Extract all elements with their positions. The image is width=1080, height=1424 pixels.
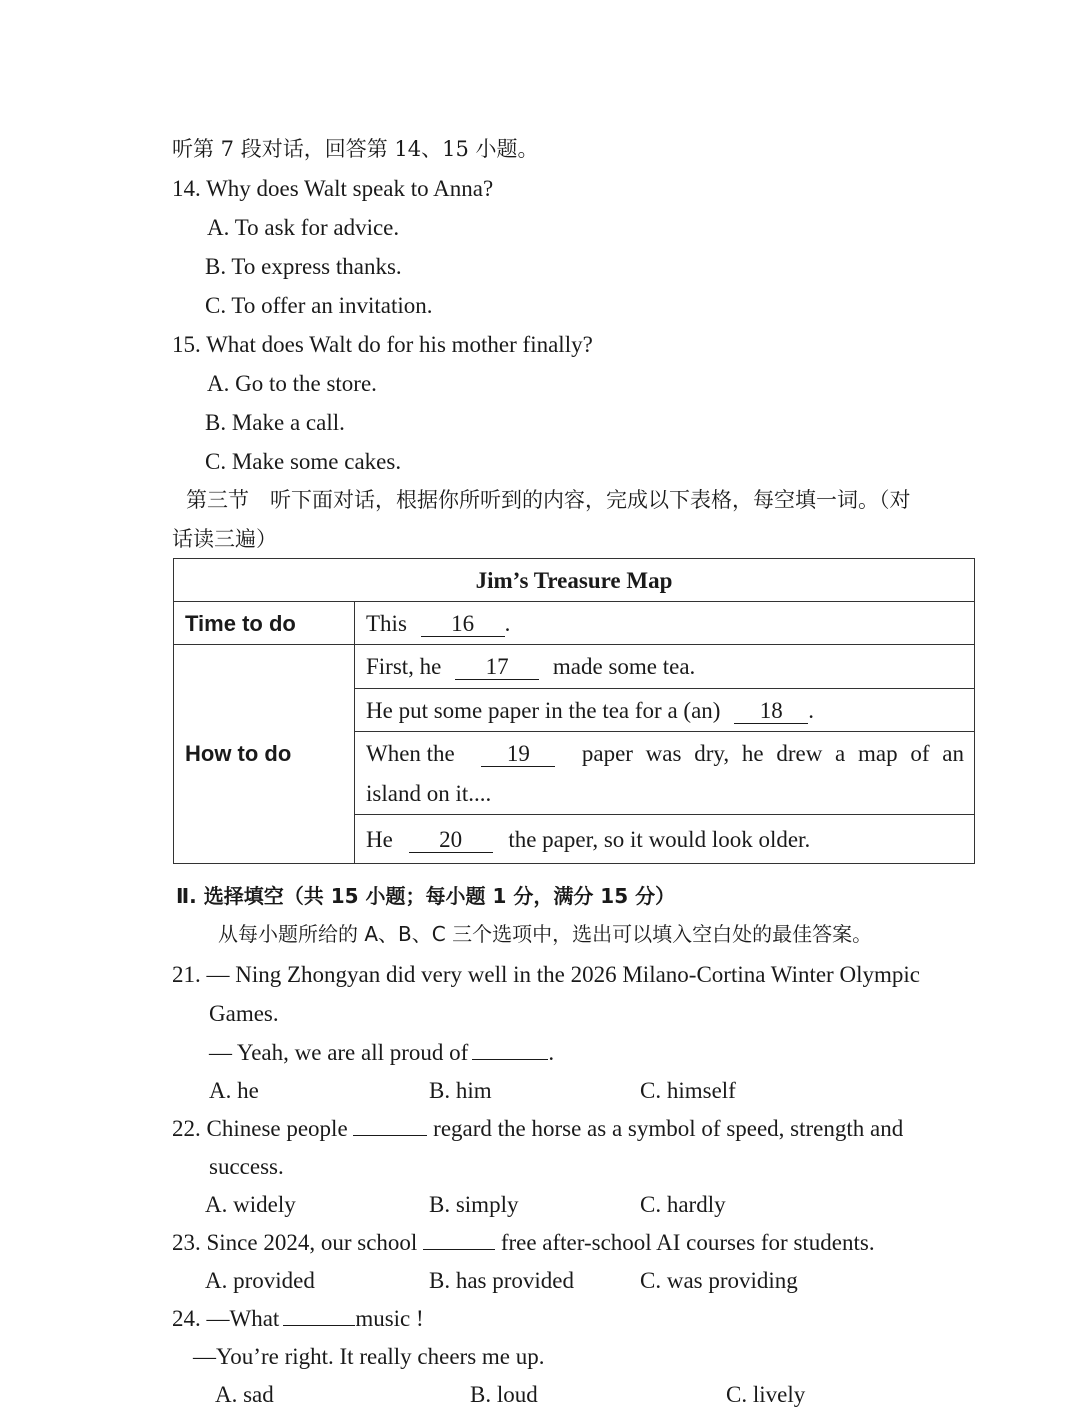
question-22-pre: 22. Chinese people bbox=[172, 1116, 348, 1141]
treasure-map-table bbox=[173, 558, 975, 864]
question-21-option-a: A. he bbox=[209, 1078, 259, 1103]
question-21-line-3-pre: — Yeah, we are all proud of bbox=[209, 1040, 469, 1065]
question-22-post: regard the horse as a symbol of speed, strength and bbox=[433, 1116, 904, 1141]
blank-17: 17 bbox=[455, 655, 539, 680]
blank-18: 18 bbox=[734, 699, 808, 724]
question-21-line-3 bbox=[209, 1038, 554, 1068]
answer-blank bbox=[472, 1059, 548, 1060]
question-23-option-b: B. has provided bbox=[429, 1268, 575, 1293]
step-1-pre: First, he bbox=[366, 654, 442, 679]
step-3-line-1 bbox=[366, 733, 964, 775]
step-2 bbox=[366, 689, 966, 733]
part3-instruction-line1: 第三节 听下面对话，根据你所听到的内容，完成以下表格，每空填一词。（对 bbox=[186, 488, 911, 512]
question-15-stem: 15. What does Walt do for his mother finally? bbox=[172, 332, 593, 357]
question-14-option-b: B. To express thanks. bbox=[205, 254, 402, 279]
step-3-post: paper was dry, he drew a map of an bbox=[581, 741, 964, 766]
step-3-pre: When the bbox=[366, 741, 455, 766]
step-2-pre: He put some paper in the tea for a (an) bbox=[366, 698, 721, 723]
table-divider bbox=[354, 601, 355, 863]
row-time-period: . bbox=[504, 611, 511, 636]
question-14-option-a: A. To ask for advice. bbox=[207, 215, 400, 240]
question-22-option-a: A. widely bbox=[205, 1192, 296, 1217]
table-divider bbox=[355, 814, 974, 815]
table-title: Jim’s Treasure Map bbox=[475, 568, 673, 593]
question-24-option-c: C. lively bbox=[726, 1382, 806, 1407]
question-14-option-c: C. To offer an invitation. bbox=[205, 293, 433, 318]
blank-19: 19 bbox=[481, 742, 555, 767]
blank-20: 20 bbox=[409, 828, 493, 853]
question-24-option-b: B. loud bbox=[470, 1382, 538, 1407]
row-time-content bbox=[366, 602, 966, 646]
row-time-text: This bbox=[366, 611, 407, 636]
question-15-option-b: B. Make a call. bbox=[205, 410, 345, 435]
question-21-line-2: Games. bbox=[209, 1001, 279, 1026]
part2-heading: Ⅱ. 选择填空（共 15 小题；每小题 1 分，满分 15 分） bbox=[176, 884, 676, 908]
question-21-line-3-post: . bbox=[548, 1040, 555, 1065]
step-4 bbox=[366, 816, 966, 864]
step-1-post: made some tea. bbox=[552, 654, 696, 679]
question-22-option-c: C. hardly bbox=[640, 1192, 726, 1217]
question-24-pre: 24. —What bbox=[172, 1306, 280, 1331]
step-4-pre: He bbox=[366, 827, 393, 852]
question-21-option-b: B. him bbox=[429, 1078, 492, 1103]
part3-instruction-line2: 话读三遍） bbox=[172, 527, 277, 551]
step-2-post: . bbox=[808, 698, 814, 723]
blank-16: 16 bbox=[421, 612, 505, 637]
question-14-stem: 14. Why does Walt speak to Anna? bbox=[172, 176, 494, 201]
question-22-line-2: success. bbox=[209, 1154, 284, 1179]
question-22-option-b: B. simply bbox=[429, 1192, 519, 1217]
question-23-pre: 23. Since 2024, our school bbox=[172, 1230, 418, 1255]
step-3 bbox=[366, 733, 964, 813]
answer-blank bbox=[283, 1325, 355, 1326]
question-23-option-a: A. provided bbox=[205, 1268, 315, 1293]
question-23-line-1 bbox=[172, 1228, 875, 1258]
answer-blank bbox=[353, 1135, 427, 1136]
question-15-option-c: C. Make some cakes. bbox=[205, 449, 402, 474]
question-15-option-a: A. Go to the store. bbox=[207, 371, 377, 396]
question-21-line-1: 21. — Ning Zhongyan did very well in the 2026 Milano-Cortina Winter Olympic bbox=[172, 962, 920, 987]
question-24-option-a: A. sad bbox=[215, 1382, 274, 1407]
step-1 bbox=[366, 645, 966, 689]
step-3-line-2: island on it.... bbox=[366, 781, 492, 806]
row-head-time-to-do: Time to do bbox=[185, 611, 296, 636]
answer-blank bbox=[423, 1249, 495, 1250]
question-23-option-c: C. was providing bbox=[640, 1268, 798, 1293]
question-24-line-2: —You’re right. It really cheers me up. bbox=[193, 1344, 545, 1369]
step-4-post: the paper, so it would look older. bbox=[508, 827, 811, 852]
section-instruction: 听第 7 段对话，回答第 14、15 小题。 bbox=[172, 137, 539, 161]
row-head-how-to-do: How to do bbox=[185, 741, 292, 766]
question-22-line-1 bbox=[172, 1114, 903, 1144]
question-23-post: free after-school AI courses for students. bbox=[500, 1230, 875, 1255]
part2-instruction: 从每小题所给的 A、B、C 三个选项中，选出可以填入空白处的最佳答案。 bbox=[218, 922, 873, 946]
question-24-line-1 bbox=[172, 1304, 424, 1334]
question-24-post: music ! bbox=[355, 1306, 424, 1331]
question-21-option-c: C. himself bbox=[640, 1078, 736, 1103]
